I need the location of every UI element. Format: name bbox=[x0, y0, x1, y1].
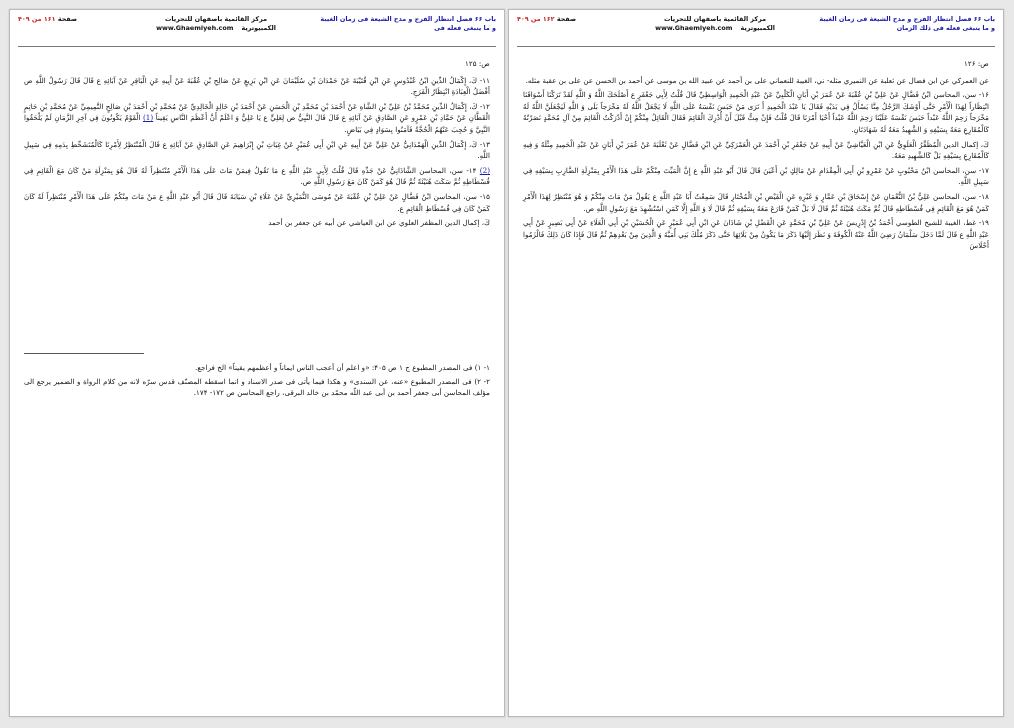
page-number-label: صفحة bbox=[556, 15, 577, 23]
page-reference: ص: ۱۲۵ bbox=[465, 59, 490, 68]
hadith-14 bbox=[24, 165, 490, 188]
publisher-computer: الكمبيوترية bbox=[740, 24, 775, 32]
page-number bbox=[18, 15, 98, 24]
footnote-ref-2[interactable]: (2) bbox=[479, 165, 490, 175]
page-number-value: ۱۶۲ من ۴۰۹ bbox=[517, 15, 555, 23]
publisher-name: مركز القائمية باصفهان للتحريات bbox=[164, 15, 268, 23]
hadith-12-text: ۱۲- كَ، إِكْمَالُ الدِّينِ مُحَمَّدُ بْنُ عَلِيِّ بْنِ الشَّاهِ عَنْ أَحْمَدَ بْنِ مُحَمَّدِ بْنِ الْحَسَنِ عَنْ أَحْمَدَ بْنِ خَالِدٍ الْخَالِدِيِّ عَنْ مُحَمَّدِ بْنِ أَحْمَدَ بْنِ صَالِحٍ التَّمِيمِيِّ عَنْ مُحَمَّدِ بْنِ حَاتِمٍ الْقَطَّانِ عَنْ حَمَّادِ بْنِ عَمْرٍو عَنِ الصَّادِقِ عَنْ آبَائِهِ ع قَالَ قَالَ النَّبِيُّ ص لِعَلِيٍّ ع يَا عَلِيُّ وَ اعْلَمْ أَنَّ أَعْظَمَ النَّاسِ يَقِيناً bbox=[24, 101, 490, 123]
page-reference: ص: ۱۲۶ bbox=[964, 59, 989, 68]
hadith-15: ۱۵- سن، المحاسن ابْنُ فَضَّالٍ عَنْ عَلِيِّ بْنِ عُقْبَةَ عَنْ مُوسَى النُّمَيْرِيِّ عَنْ عَلَاءِ بْنِ سَيَابَةَ قَالَ قَالَ أَبُو عَبْدِ اللَّهِ ع مَنْ مَاتَ مِنْكُمْ عَلَى هَذَا الْأَمْرِ مُنْتَظِراً لَهُ كَانَ كَمَنْ كَانَ فِي فُسْطَاطِ الْقَائِمِ ع. bbox=[24, 191, 490, 213]
page-header bbox=[18, 15, 496, 47]
document-page-162 bbox=[508, 9, 1004, 717]
header-divider bbox=[517, 46, 995, 47]
footnote-1: ۱- ۱) فى المصدر المطبوع ج ۱ ص ۴۰۵: «و اعلم أن أعجب الناس ايماناً و أعظمهم يقيناً» الخ فراجع. bbox=[195, 363, 490, 372]
page-header bbox=[517, 15, 995, 47]
publisher-computer: الكمبيوترية bbox=[241, 24, 276, 32]
publisher-website: www.Ghaemiyeh.com bbox=[156, 24, 234, 32]
footnote-ref-1[interactable]: (1) bbox=[142, 113, 154, 123]
page-body bbox=[523, 58, 989, 255]
hadith-19: ۱۹- غط، الغيبة للشيخ الطوسي أَحْمَدُ بْنُ إِدْرِيسَ عَنْ عَلِيِّ بْنِ مُحَمَّدٍ عَنِ الْفَضْلِ بْنِ شَاذَانَ عَنِ ابْنِ أَبِي عُمَيْرٍ عَنِ الْحُسَيْنِ بْنِ أَبِي الْعَلَاءِ عَنْ أَبِي بَصِيرٍ عَنْ أَبِي عَبْدِ اللَّهِ ع قَالَ لَمَّا دَخَلَ سَلْمَانُ رَضِيَ اللَّهُ عَنْهُ الْكُوفَةَ وَ نَظَرَ إِلَيْهَا ذَكَرَ مَا يَكُونُ مِنْ بَلَائِهَا حَتَّى ذَكَرَ مُلْكَ بَنِي أُمَيَّةَ وَ الَّذِينَ مِنْ بَعْدِهِمْ ثُمَّ قَالَ فَإِذَا كَانَ ذَلِكَ فَالْزَمُوا أَحْلَاسَ bbox=[523, 218, 989, 251]
hadith-11: ۱۱- كَ، إِكْمَالُ الدِّينِ ابْنُ عُبْدُوسٍ عَنِ ابْنِ قُتَيْبَةَ عَنْ حَمْدَانَ بْنِ سُلَيْمَانَ عَنِ ابْنِ بَزِيعٍ عَنْ صَالِحِ بْنِ عُقْبَةَ عَنْ أَبِيهِ عَنِ الْبَاقِرِ عَنْ آبَائِهِ ع قَالَ قَالَ رَسُولُ اللَّهِ ص أَفْضَلُ الْعِبَادَةِ انْتِظَارُ الْفَرَجِ. bbox=[24, 75, 490, 97]
hadith-16-chain: كَ، إكمال الدين الْمُظَفَّرُ الْعَلَوِيُّ عَنِ ابْنِ الْعَيَّاشِيِّ عَنْ أَبِيهِ عَنْ جَعْفَرِ بْنِ أَحْمَدَ عَنِ الْعَمْرَكِيِّ عَنِ ابْنِ فَضَّالٍ عَنْ ثَعْلَبَةَ عَنْ عُمَرَ بْنِ أَبَانٍ عَنْ عَبْدِ الْحَمِيدِ مِثْلَهُ وَ فِيهِ كَالْمُقَارِعِ بِسَيْفِهِ بَلْ كَالشَّهِيدِ مَعَهُ. bbox=[523, 139, 989, 161]
publisher-name: مركز القائمية باصفهان للتحريات bbox=[663, 15, 767, 23]
header-divider bbox=[18, 46, 496, 47]
publisher-block bbox=[141, 15, 291, 33]
hadith-13: ۱۳- كَ، إِكْمَالُ الدِّينِ الْهَمْدَانِيُّ عَنْ عَلِيٍّ عَنْ أَبِيهِ عَنِ ابْنِ أَبِي عُمَيْرٍ عَنْ غِيَاثِ بْنِ إِبْرَاهِيمَ عَنِ الصَّادِقِ عَنْ آبَائِهِ ع قَالَ الْمُنْتَظِرُ لِأَمْرِنَا كَالْمُتَشَحِّطِ بِدَمِهِ فِي سَبِيلِ اللَّهِ. bbox=[24, 139, 490, 161]
page-number-label: صفحة bbox=[57, 15, 78, 23]
hadith-16: ۱۶- سن، المحاسن ابْنُ فَضَّالٍ عَنْ عَلِيِّ بْنِ عُقْبَةَ عَنْ عُمَرَ بْنِ أَبَانٍ الْكَلْبِيِّ عَنْ عَبْدِ الْحَمِيدِ الْوَاسِطِيِّ قَالَ قُلْتُ لِأَبِي جَعْفَرٍ ع أَصْلَحَكَ اللَّهُ وَ اللَّهِ لَقَدْ تَرَكْنَا أَسْوَاقَنَا انْتِظَاراً لِهَذَا الْأَمْرِ حَتَّى أَوْشَكَ الرَّجُلُ مِنَّا يَسْأَلُ فِي يَدَيْهِ فَقَالَ يَا عَبْدَ الْحَمِيدِ أَ تَرَى مَنْ حَبَسَ نَفْسَهُ عَلَى اللَّهِ لَا يَجْعَلُ اللَّهُ لَهُ مَخْرَجاً بَلَى وَ اللَّهِ لَيَجْعَلَنَّ اللَّهُ لَهُ مَخْرَجاً رَحِمَ اللَّهُ عَبْداً حَبَسَ نَفْسَهُ عَلَيْنَا رَحِمَ اللَّهُ عَبْداً أَحْيَا أَمْرَنَا قَالَ قُلْتُ فَإِنْ مِتُّ قَبْلَ أَنْ أُدْرِكَ الْقَائِمَ فَقَالَ الْقَائِلُ مِنْكُمْ إِنْ أَدْرَكْتُ الْقَائِمَ مِنْ آلِ مُحَمَّدٍ نَصَرْتُهُ كَالْمُقَارِعِ مَعَهُ بِسَيْفِهِ وَ الشَّهِيدُ مَعَهُ لَهُ شَهَادَتَانِ. bbox=[523, 90, 989, 134]
hadith-15-continued: عن العمركي عن ابن فضال عن ثعلبة عن النميري مثله- ني، الغيبة للنعماني على بن أحمد عن عبيد الله بن موسى عن أحمد بن الحسن عن على بن عقبة مثله. bbox=[525, 75, 989, 85]
publisher-website: www.Ghaemiyeh.com bbox=[655, 24, 733, 32]
chapter-title: باب ۶۶ فصل انتظار الفرج و مدح الشيعة فى زمان الغيبة و ما ينبغى فعله فى bbox=[320, 15, 496, 32]
footnotes bbox=[24, 362, 490, 401]
hadith-15-chain: كَ، إكمال الدين المظفر العلوي عن ابن العياشي عن أبيه عن جعفر بن أحمد bbox=[268, 218, 490, 228]
hadith-17: ۱۷- سن، المحاسن ابْنُ مَحْبُوبٍ عَنْ عَمْرِو بْنِ أَبِي الْمِقْدَامِ عَنْ مَالِكٍ بْنِ أَعْيَنَ قَالَ قَالَ أَبُو عَبْدِ اللَّهِ ع إِنَّ الْمَيِّتَ مِنْكُمْ عَلَى هَذَا الْأَمْرِ بِمَنْزِلَةِ الضَّارِبِ بِسَيْفِهِ فِي سَبِيلِ اللَّهِ. bbox=[523, 165, 989, 187]
chapter-title: باب ۶۶ فصل انتظار الفرج و مدح الشيعة فى زمان الغيبة و ما ينبغى فعله فى ذلك الزمان bbox=[819, 15, 995, 32]
hadith-18: ۱۸- سن، المحاسن عَلِيُّ بْنُ النُّعْمَانِ عَنْ إِسْحَاقَ بْنِ عَمَّارٍ وَ غَيْرِهِ عَنِ الْفَيْضِ بْنِ الْمُخْتَارِ قَالَ سَمِعْتُ أَبَا عَبْدِ اللَّهِ ع يَقُولُ مَنْ مَاتَ مِنْكُمْ وَ هُوَ مُنْتَظِرٌ لِهَذَا الْأَمْرِ كَمَنْ هُوَ مَعَ الْقَائِمِ فِي فُسْطَاطِهِ قَالَ ثُمَّ مَكَثَ هُنَيْئَةً ثُمَّ قَالَ لَا بَلْ كَمَنْ قَارَعَ مَعَهُ بِسَيْفِهِ ثُمَّ قَالَ لَا وَ اللَّهِ إِلَّا كَمَنِ اسْتُشْهِدَ مَعَ رَسُولِ اللَّهِ ص. bbox=[523, 191, 989, 213]
document-page-161 bbox=[9, 9, 505, 717]
page-body bbox=[24, 58, 490, 232]
hadith-12 bbox=[24, 101, 490, 136]
footnote-2: ۲- ۲) فى المصدر المطبوع «عنه، عن السندى» و هكذا فيما يأتى فى صدر الاسناد و انما اسقطه المصنّف قدس سرّه لانه من كلام الرواة و الضمير يرجع الى مؤلف المحاسن أبى جعفر أحمد بن أبى عبد اللّه محمّد بن خالد البرقى، راجع المحاسن ص ۱۷۲- ۱۷۴. bbox=[24, 376, 490, 398]
page-number-value: ۱۶۱ من ۴۰۹ bbox=[18, 15, 56, 23]
footnote-separator bbox=[24, 353, 144, 354]
page-number bbox=[517, 15, 597, 24]
publisher-block bbox=[640, 15, 790, 33]
hadith-14-text: ۱۴- سن، المحاسن الشَّاذَانِيُّ عَنْ جَدِّهِ قَالَ قُلْتُ لِأَبِي عَبْدِ اللَّهِ ع مَا تَقُولُ فِيمَنْ مَاتَ عَلَى هَذَا الْأَمْرِ مُنْتَظِراً لَهُ قَالَ هُوَ بِمَنْزِلَةِ مَنْ كَانَ مَعَ الْقَائِمِ فِي فُسْطَاطِهِ ثُمَّ سَكَتَ هُنَيْئَةً ثُمَّ قَالَ هُوَ كَمَنْ كَانَ مَعَ رَسُولِ اللَّهِ ص. bbox=[24, 165, 490, 187]
hadith-12-tail: الْقَوْمُ يَكُونُونَ فِي آخِرِ الزَّمَانِ لَمْ يَلْحَقُوا النَّبِيَّ وَ حُجِبَ عَنْهُمُ الْحُجَّةُ فَآمَنُوا بِسَوَادٍ فِي بَيَاضٍ. bbox=[24, 113, 490, 134]
